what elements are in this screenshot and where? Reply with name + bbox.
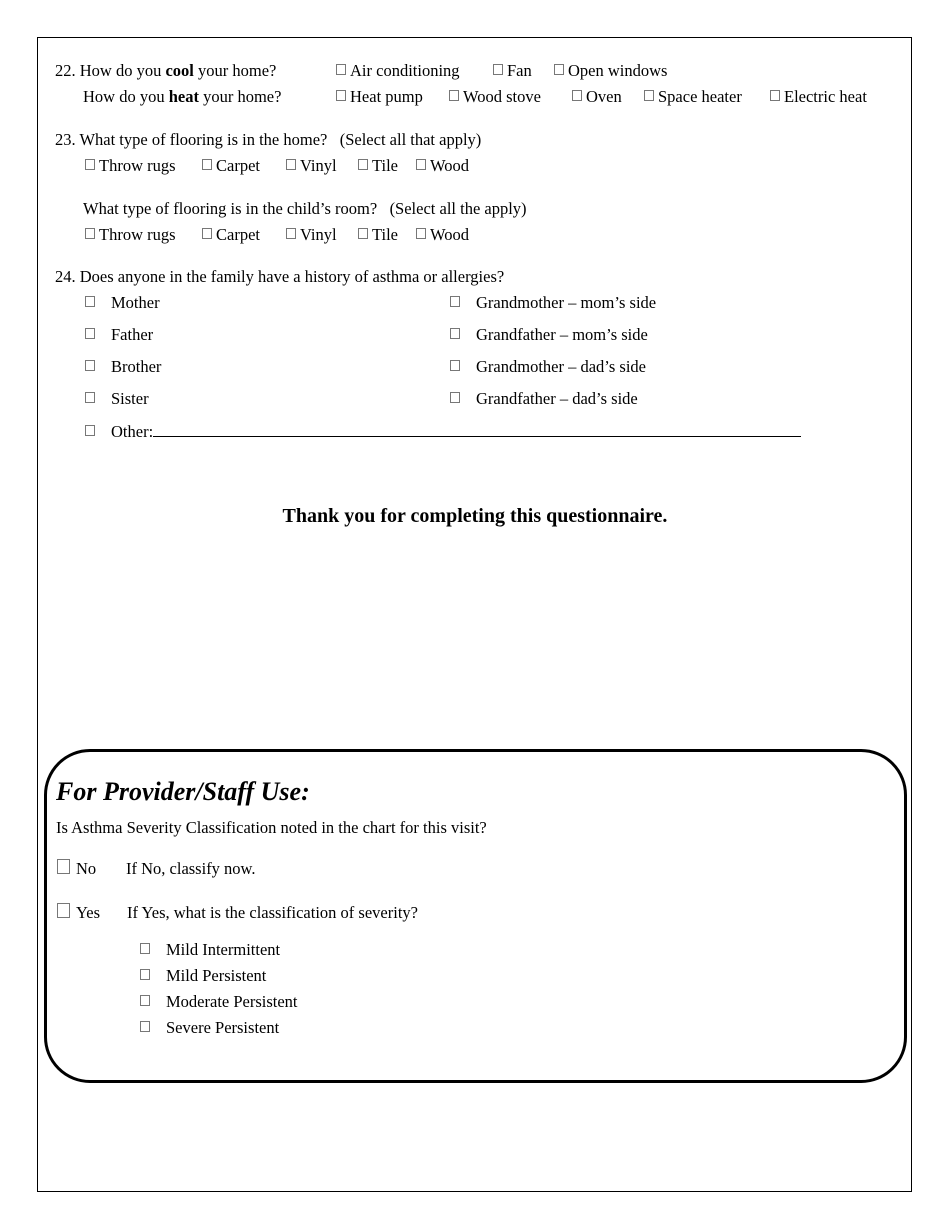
q23-number: 23.: [55, 130, 76, 149]
q23-room-question: What type of flooring is in the child’s room? (Select all the apply): [83, 199, 527, 218]
home-floor-tile[interactable]: Tile: [358, 156, 398, 176]
checkbox[interactable]: [85, 392, 95, 403]
family-mother[interactable]: Mother: [85, 293, 160, 313]
family-other[interactable]: Other:: [85, 421, 801, 442]
checkbox[interactable]: [85, 328, 95, 339]
checkbox[interactable]: [85, 360, 95, 371]
family-father[interactable]: Father: [85, 325, 153, 345]
heat-option-oven[interactable]: Oven: [572, 87, 622, 107]
home-floor-vinyl[interactable]: Vinyl: [286, 156, 337, 176]
heat-bold: heat: [168, 87, 199, 106]
provider-yes-note: If Yes, what is the classification of severity?: [127, 903, 418, 922]
home-floor-wood[interactable]: Wood: [416, 156, 469, 176]
severity-moderate-persistent[interactable]: Moderate Persistent: [140, 992, 298, 1012]
room-floor-carpet[interactable]: Carpet: [202, 225, 260, 245]
checkbox[interactable]: [140, 995, 150, 1006]
checkbox[interactable]: [770, 90, 780, 101]
cool-option-fan[interactable]: Fan: [493, 61, 532, 81]
cool-option-air-conditioning[interactable]: Air conditioning: [336, 61, 460, 81]
checkbox[interactable]: [140, 1021, 150, 1032]
home-floor-throw-rugs[interactable]: Throw rugs: [85, 156, 176, 176]
heat-option-space-heater[interactable]: Space heater: [644, 87, 742, 107]
thank-you-message: Thank you for completing this questionnaire.: [282, 505, 668, 527]
checkbox[interactable]: [336, 64, 346, 75]
checkbox[interactable]: [85, 159, 95, 170]
checkbox[interactable]: [416, 228, 426, 239]
checkbox[interactable]: [449, 90, 459, 101]
family-brother[interactable]: Brother: [85, 357, 161, 377]
checkbox[interactable]: [140, 943, 150, 954]
provider-no-option[interactable]: No: [57, 859, 96, 879]
room-floor-throw-rugs[interactable]: Throw rugs: [85, 225, 176, 245]
checkbox[interactable]: [202, 228, 212, 239]
family-grandfather-mom[interactable]: Grandfather – mom’s side: [450, 325, 648, 345]
checkbox[interactable]: [416, 159, 426, 170]
checkbox[interactable]: [336, 90, 346, 101]
provider-title: For Provider/Staff Use:: [56, 777, 310, 806]
checkbox[interactable]: [57, 859, 70, 874]
cool-option-open-windows[interactable]: Open windows: [554, 61, 667, 81]
checkbox[interactable]: [644, 90, 654, 101]
family-grandfather-dad[interactable]: Grandfather – dad’s side: [450, 389, 638, 409]
provider-question: Is Asthma Severity Classification noted in the chart for this visit?: [56, 818, 487, 837]
heat-option-electric-heat[interactable]: Electric heat: [770, 87, 867, 107]
family-grandmother-dad[interactable]: Grandmother – dad’s side: [450, 357, 646, 377]
q24-number: 24.: [55, 267, 76, 286]
home-floor-carpet[interactable]: Carpet: [202, 156, 260, 176]
checkbox[interactable]: [57, 903, 70, 918]
checkbox[interactable]: [358, 159, 368, 170]
checkbox[interactable]: [554, 64, 564, 75]
q22-number: 22.: [55, 61, 76, 80]
heat-option-wood-stove[interactable]: Wood stove: [449, 87, 541, 107]
checkbox[interactable]: [286, 159, 296, 170]
q23-home-question: 23. What type of flooring is in the home? (Select all that apply): [55, 130, 482, 149]
checkbox[interactable]: [358, 228, 368, 239]
provider-yes-option[interactable]: Yes: [57, 903, 100, 923]
q24-question: 24. Does anyone in the family have a history of asthma or allergies?: [55, 267, 505, 286]
q22-cool-question: 22. How do you cool your home?: [55, 61, 277, 80]
checkbox[interactable]: [85, 228, 95, 239]
checkbox[interactable]: [140, 969, 150, 980]
checkbox[interactable]: [450, 392, 460, 403]
checkbox[interactable]: [572, 90, 582, 101]
checkbox[interactable]: [286, 228, 296, 239]
family-grandmother-mom[interactable]: Grandmother – mom’s side: [450, 293, 656, 313]
room-floor-tile[interactable]: Tile: [358, 225, 398, 245]
severity-mild-intermittent[interactable]: Mild Intermittent: [140, 940, 280, 960]
room-floor-vinyl[interactable]: Vinyl: [286, 225, 337, 245]
checkbox[interactable]: [450, 296, 460, 307]
family-sister[interactable]: Sister: [85, 389, 149, 409]
severity-severe-persistent[interactable]: Severe Persistent: [140, 1018, 279, 1038]
checkbox[interactable]: [85, 425, 95, 436]
checkbox[interactable]: [85, 296, 95, 307]
checkbox[interactable]: [450, 328, 460, 339]
heat-option-heat-pump[interactable]: Heat pump: [336, 87, 423, 107]
checkbox[interactable]: [493, 64, 503, 75]
provider-no-note: If No, classify now.: [126, 859, 256, 878]
cool-bold: cool: [165, 61, 194, 80]
checkbox[interactable]: [450, 360, 460, 371]
q22-heat-question: How do you heat your home?: [83, 87, 282, 106]
other-input-line[interactable]: [153, 421, 801, 437]
severity-mild-persistent[interactable]: Mild Persistent: [140, 966, 266, 986]
checkbox[interactable]: [202, 159, 212, 170]
room-floor-wood[interactable]: Wood: [416, 225, 469, 245]
